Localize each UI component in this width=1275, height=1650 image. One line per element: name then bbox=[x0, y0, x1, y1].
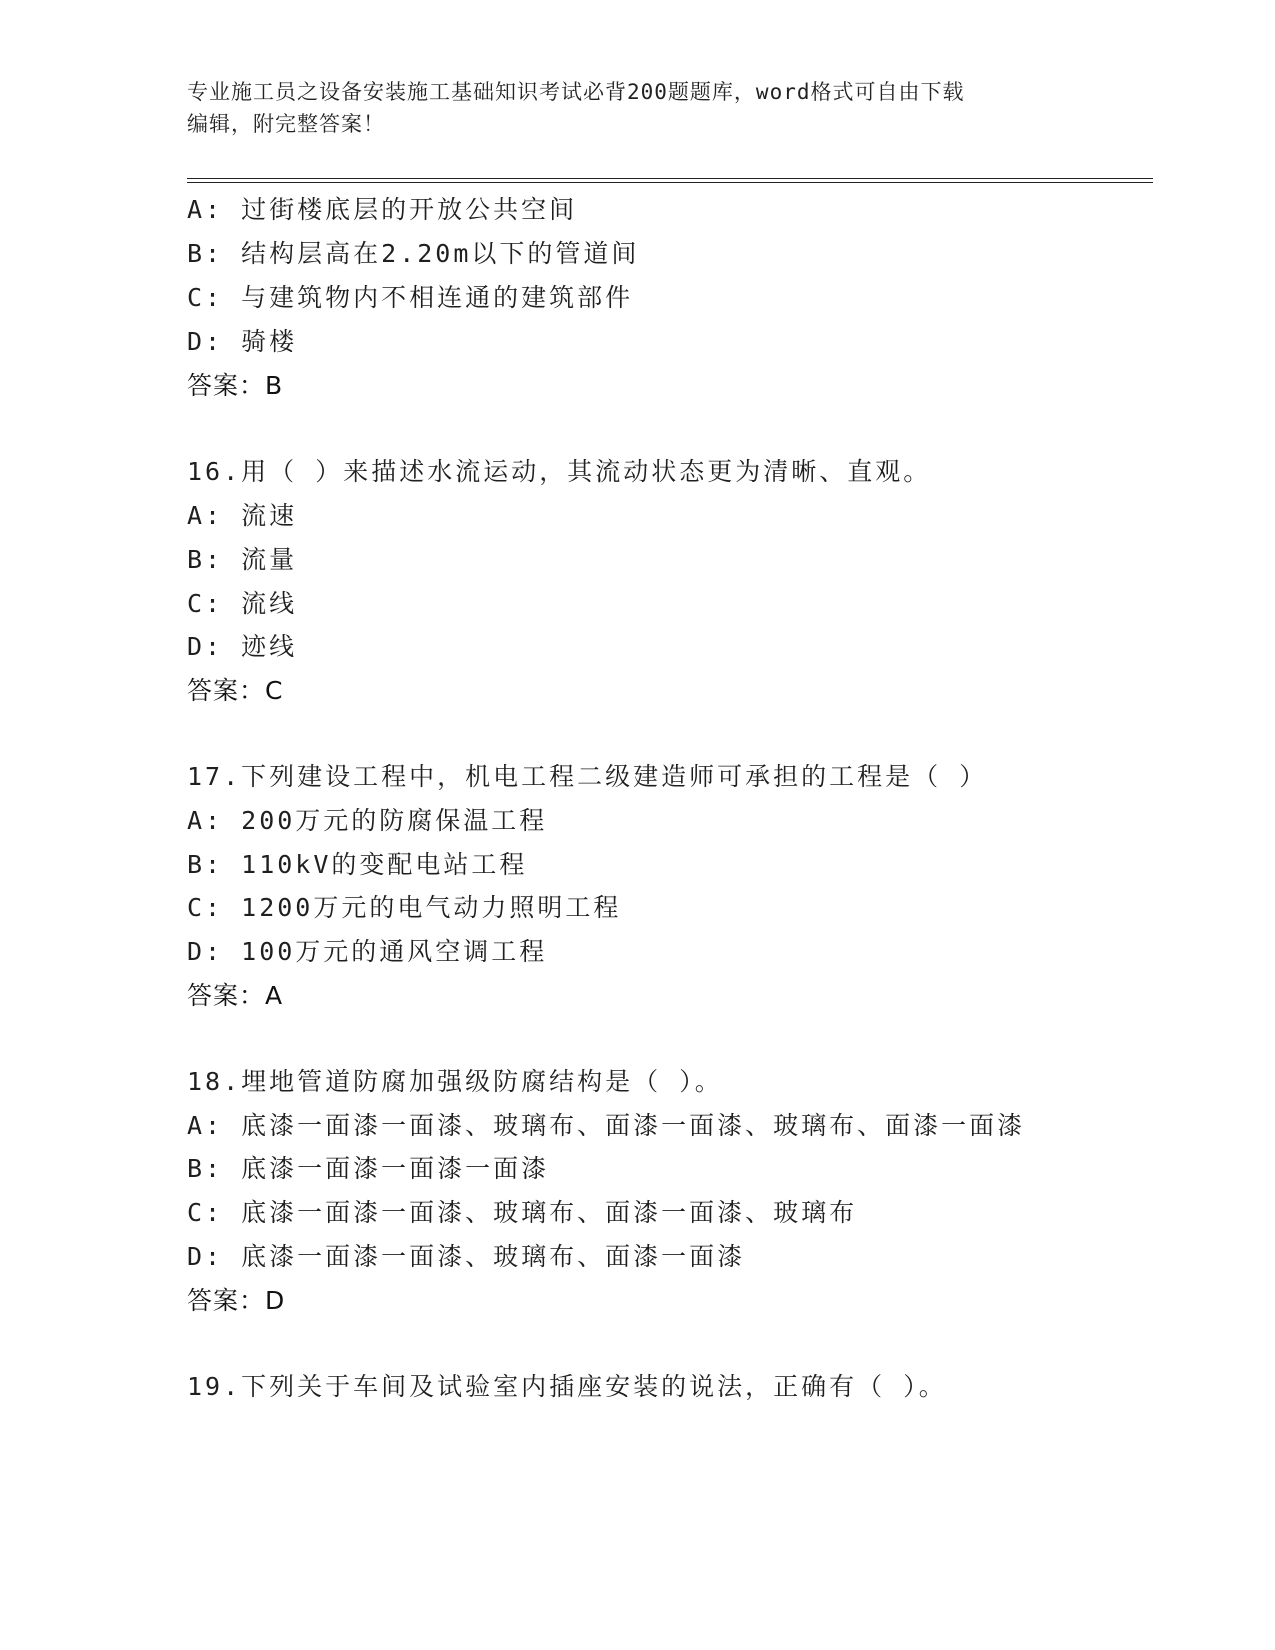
q18-option-b: B: 底漆一面漆一面漆一面漆 bbox=[187, 1154, 550, 1183]
q15-option-a: A: 过街楼底层的开放公共空间 bbox=[187, 195, 578, 224]
header-divider-bottom bbox=[187, 182, 1153, 183]
q17-option-b: B: 110kV的变配电站工程 bbox=[187, 850, 528, 879]
q17-question: 17.下列建设工程中，机电工程二级建造师可承担的工程是（ ） bbox=[187, 762, 988, 791]
q18-option-d: D: 底漆一面漆一面漆、玻璃布、面漆一面漆 bbox=[187, 1242, 746, 1271]
q17-option-a: A: 200万元的防腐保温工程 bbox=[187, 806, 548, 835]
q16-option-c: C: 流线 bbox=[187, 589, 298, 618]
q17-option-c: C: 1200万元的电气动力照明工程 bbox=[187, 893, 622, 922]
q17-option-d: D: 100万元的通风空调工程 bbox=[187, 937, 548, 966]
q16-option-a: A: 流速 bbox=[187, 501, 298, 530]
header-title-line-2: 编辑，附完整答案！ bbox=[187, 112, 385, 136]
header-title-line-1: 专业施工员之设备安装施工基础知识考试必背200题题库，word格式可自由下载 bbox=[187, 80, 965, 104]
document-header bbox=[187, 76, 1067, 140]
q16-option-b: B: 流量 bbox=[187, 545, 298, 574]
q16-answer: 答案：C bbox=[187, 676, 284, 705]
q16-option-d: D: 迹线 bbox=[187, 632, 298, 661]
q15-option-b: B: 结构层高在2.20m以下的管道间 bbox=[187, 239, 640, 268]
q15-answer: 答案：B bbox=[187, 371, 284, 400]
q18-answer: 答案：D bbox=[187, 1286, 286, 1315]
q18-option-c: C: 底漆一面漆一面漆、玻璃布、面漆一面漆、玻璃布 bbox=[187, 1198, 858, 1227]
header-divider-top bbox=[187, 178, 1153, 179]
q17-answer: 答案：A bbox=[187, 981, 284, 1010]
q15-option-d: D: 骑楼 bbox=[187, 327, 298, 356]
q18-option-a: A: 底漆一面漆一面漆、玻璃布、面漆一面漆、玻璃布、面漆一面漆 bbox=[187, 1111, 1026, 1140]
q18-question: 18.埋地管道防腐加强级防腐结构是（ ）。 bbox=[187, 1067, 723, 1096]
q16-question: 16.用（ ）来描述水流运动，其流动状态更为清晰、直观。 bbox=[187, 457, 932, 486]
q19-question: 19.下列关于车间及试验室内插座安装的说法，正确有（ ）。 bbox=[187, 1372, 947, 1401]
q15-option-c: C: 与建筑物内不相连通的建筑部件 bbox=[187, 283, 634, 312]
